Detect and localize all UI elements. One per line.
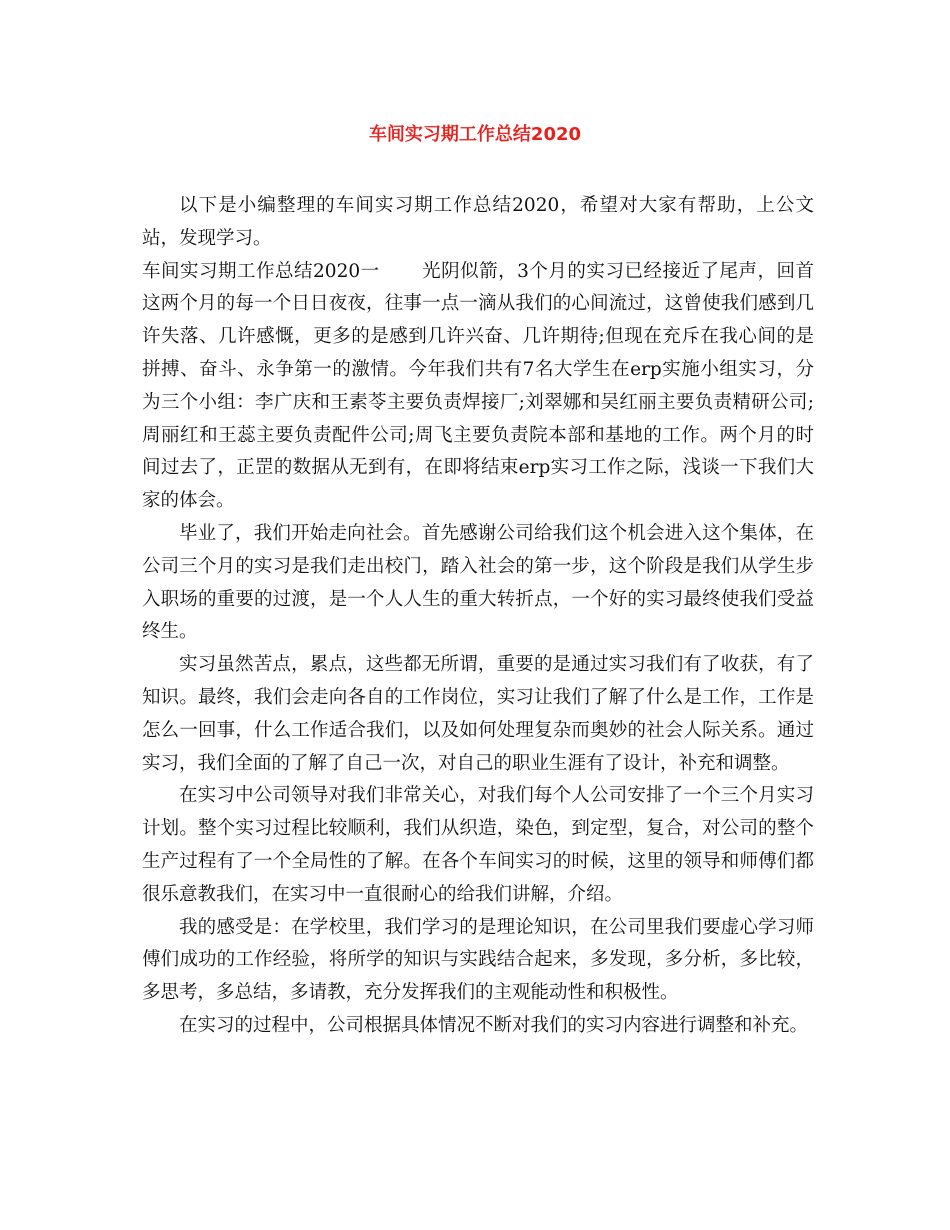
body-paragraph: 在实习中公司领导对我们非常关心，对我们每个人公司安排了一个三个月实习计划。整个实习过程比较顺利，我们从织造，染色，到定型，复合，对公司的整个生产过程有了一个全局性的了解。在各个车间实习的时候，这里的领导和师傅们都很乐意教我们，在实习中一直很耐心的给我们讲解，介绍。	[142, 785, 814, 905]
section-one-paragraph	[142, 256, 814, 518]
section-one-text: 光阴似箭，3个月的实习已经接近了尾声，回首这两个月的每一个日日夜夜，往事一点一滴从我们的心间流过，这曾使我们感到几许失落、几许感慨，更多的是感到几许兴奋、几许期待;但现在充斥在我心间的是拼搏、奋斗、永争第一的激情。今年我们共有7名大学生在erp实施小组实习，分为三个小组：李广庆和王素苓主要负责焊接厂;刘翠娜和吴红丽主要负责精研公司;周丽红和王蕊主要负责配件公司;周飞主要负责院本部和基地的工作。两个月的时间过去了，正罡的数据从无到有，在即将结束erp实习工作之际，浅谈一下我们大家的体会。	[142, 260, 814, 512]
document-body	[142, 190, 814, 1043]
body-paragraph: 在实习的过程中，公司根据具体情况不断对我们的实习内容进行调整和补充。	[179, 1014, 809, 1036]
document-title: 车间实习期工作总结2020	[368, 124, 582, 145]
body-paragraph: 实习虽然苦点，累点，这些都无所谓，重要的是通过实习我们有了收获，有了知识。最终，我们会走向各自的工作岗位，实习让我们了解了什么是工作，工作是怎么一回事，什么工作适合我们，以及如何处理复杂而奥妙的社会人际关系。通过实习，我们全面的了解了自己一次，对自己的职业生涯有了设计，补充和调整。	[142, 654, 814, 774]
body-paragraph: 我的感受是：在学校里，我们学习的是理论知识，在公司里我们要虚心学习师傅们成功的工作经验，将所学的知识与实践结合起来，多发现，多分析，多比较，多思考，多总结，多请教，充分发挥我们的主观能动性和积极性。	[142, 916, 814, 1004]
intro-paragraph: 以下是小编整理的车间实习期工作总结2020，希望对大家有帮助，上公文站，发现学习。	[142, 195, 814, 249]
section-heading: 车间实习期工作总结2020一	[142, 260, 380, 282]
body-paragraph: 毕业了，我们开始走向社会。首先感谢公司给我们这个机会进入这个集体，在公司三个月的实习是我们走出校门，踏入社会的第一步，这个阶段是我们从学生步入职场的重要的过渡，是一个人人生的重大转折点，一个好的实习最终使我们受益终生。	[142, 522, 814, 643]
